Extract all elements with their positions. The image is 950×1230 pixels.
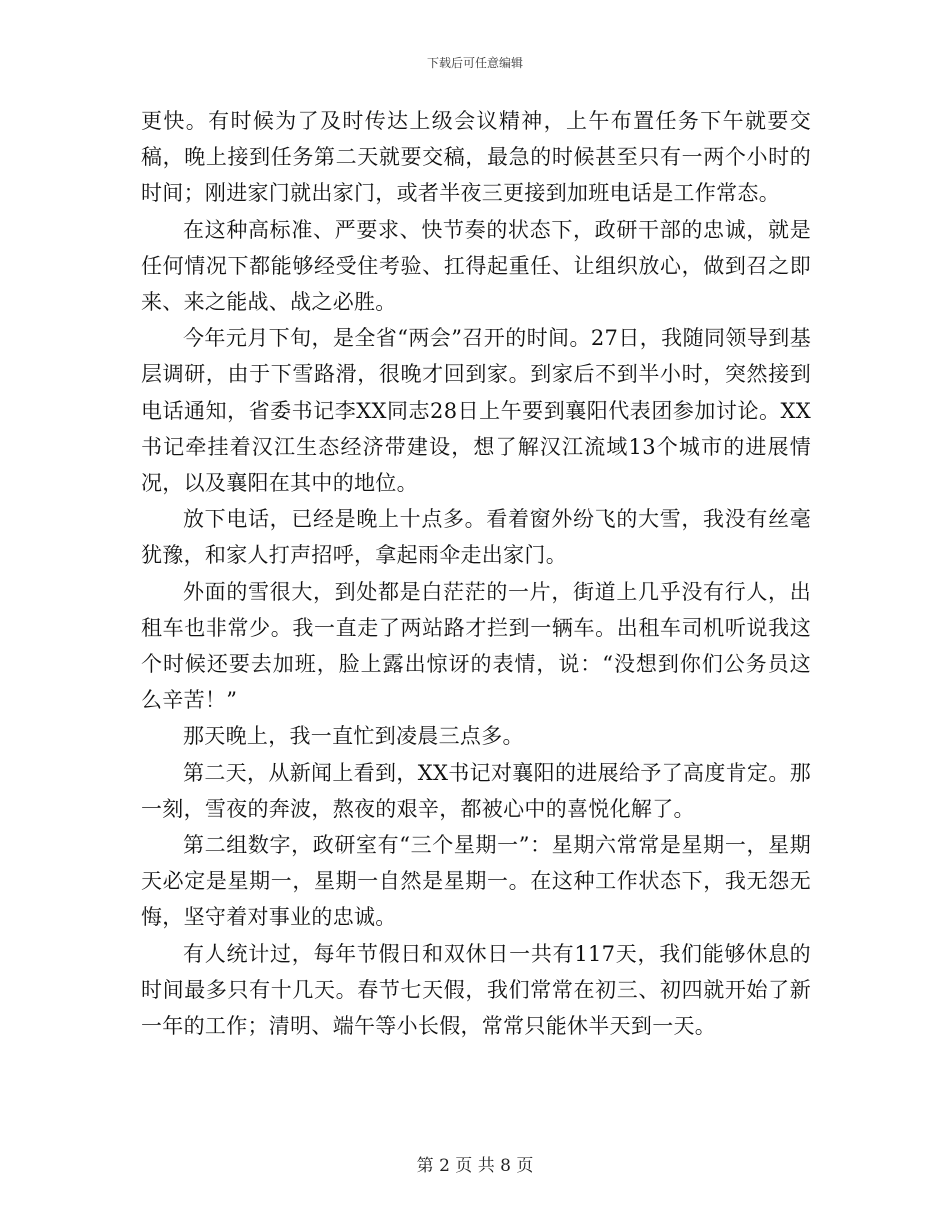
paragraph: 在这种高标准、严要求、快节奏的状态下，政研干部的忠诚，就是任何情况下都能够经受住考验、扛得起重任、让组织放心，做到召之即来、来之能战、战之必胜。 [141, 217, 811, 315]
paragraph: 第二天，从新闻上看到，XX书记对襄阳的进展给予了高度肯定。那一刻，雪夜的奔波，熬夜的艰辛，都被心中的喜悦化解了。 [141, 760, 811, 821]
page-number-footer: 第 2 页 共 8 页 [416, 1156, 534, 1176]
paragraph: 那天晚上，我一直忙到凌晨三点多。 [183, 724, 524, 749]
paragraph: 外面的雪很大，到处都是白茫茫的一片，街道上几乎没有行人，出租车也非常少。我一直走了两站路才拦到一辆车。出租车司机听说我这个时候还要去加班，脸上露出惊讶的表情，说：“没想到你们公务员这么辛苦！” [141, 579, 811, 713]
paragraph: 放下电话，已经是晚上十点多。看着窗外纷飞的大雪，我没有丝毫犹豫，和家人打声招呼，拿起雨伞走出家门。 [141, 507, 811, 568]
document-body [141, 103, 811, 1044]
paragraph: 更快。有时候为了及时传达上级会议精神，上午布置任务下午就要交稿，晚上接到任务第二天就要交稿，最急的时候甚至只有一两个小时的时间；刚进家门就出家门，或者半夜三更接到加班电话是工作常态。 [141, 109, 811, 206]
page-header: 下载后可任意编辑 [426, 56, 523, 70]
paragraph: 第二组数字，政研室有“三个星期一”：星期六常常是星期一，星期天必定是星期一，星期一自然是星期一。在这种工作状态下，我无怨无悔，坚守着对事业的忠诚。 [141, 833, 811, 930]
paragraph: 今年元月下旬，是全省“两会”召开的时间。27日，我随同领导到基层调研，由于下雪路滑，很晚才回到家。到家后不到半小时，突然接到电话通知，省委书记李XX同志28日上午要到襄阳代表团参加讨论。XX书记牵挂着汉江生态经济带建设，想了解汉江流域13个城市的进展情况，以及襄阳在其中的地位。 [141, 326, 811, 496]
paragraph: 有人统计过，每年节假日和双休日一共有117天，我们能够休息的时间最多只有十几天。春节七天假，我们常常在初三、初四就开始了新一年的工作；清明、端午等小长假，常常只能休半天到一天。 [141, 941, 811, 1039]
